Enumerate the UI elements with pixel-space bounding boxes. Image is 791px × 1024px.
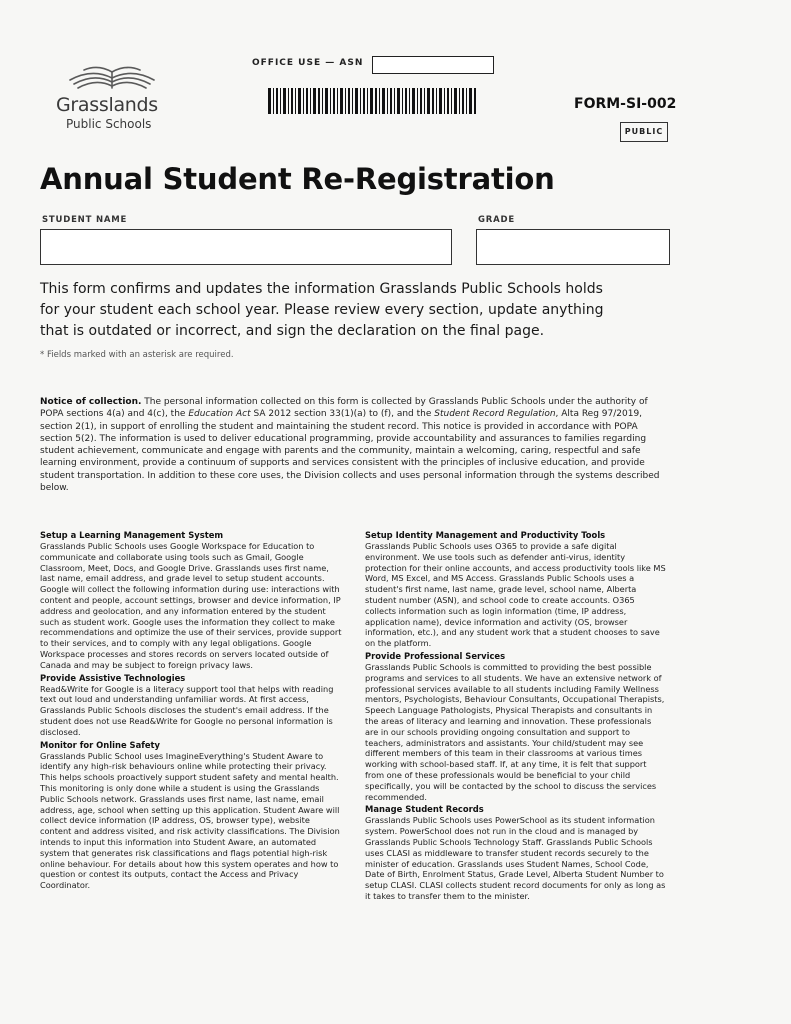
school-logo — [52, 58, 172, 134]
systems-column-left — [40, 530, 342, 893]
notice-text: SA 2012 section 33(1)(a) to (f), and the — [250, 409, 435, 420]
page-title: Annual Student Re-Registration — [40, 162, 555, 196]
section-learning-management — [40, 530, 342, 671]
section-body: Grasslands Public Schools is committed to providing the best possible programs and services to all students. We have an extensive network of professional services available to all students including Family Wellness mentors, Psychologists, Behaviour Consultants, Occupational Therapists, Speech Language Pathologists, Physical Therapists and consultants in the areas of literacy and learning and innovation. These professionals are in our schools providing ongoing consultation and support to teachers, administrators and assistants. Your child/student may see different members of this team in their classrooms at various times working with school-based staff. If, at any time, it is felt that support from one of these professionals would be beneficial to your child specifically, you will be contacted by the school to discuss the services recommended. — [365, 661, 665, 802]
student-name-field[interactable] — [40, 229, 452, 265]
section-title: Provide Professional Services — [365, 650, 506, 661]
office-use-label: OFFICE USE — ASN — [252, 58, 364, 68]
section-assistive-technologies — [40, 673, 342, 738]
section-identity-management — [365, 530, 667, 649]
section-online-safety — [40, 740, 342, 891]
section-body: Grasslands Public School uses ImagineEverything's Student Aware to identify any high-risk behaviours online while protecting their privacy. This helps schools proactively support student safety and mental health. This monitoring is only done while a student is using the Grasslands Public Schools network. Grasslands uses first name, last name, email address, age, school when setting up this application. Student Aware will collect device information (IP address, OS, browser type), website content and address visited, and risk activity classifications. The Division intends to input this information into Student Aware, an automated system that generates risk classifications and flags potential high-risk online behaviour. For details about how this system operates and how to question or contest its outputs, contact the Access and Privacy Coordinator. — [40, 750, 340, 891]
section-title: Manage Student Records — [365, 804, 484, 815]
section-title: Setup a Learning Management System — [40, 530, 224, 540]
section-body: Grasslands Public Schools uses O365 to provide a safe digital environment. We use tools such as defender anti-virus, identity protection for their online accounts, and access productivity tools like MS Word, MS Excel, and MS Access. Grasslands Public Schools uses a student's first name, last name, grade level, school name, Alberta student number (ASN), and school code to create accounts. O365 collects information such as login information (time, IP address, application name), device information and activity (OS, browser information, etc.), and any student work that a student chooses to save on the platform. — [365, 541, 666, 649]
section-body: Grasslands Public Schools uses Google Workspace for Education to communicate and collaborate using tools such as Gmail, Google Classroom, Meet, Docs, and Google Drive. Grasslands uses first name, last name, email address, and grade level to setup student accounts. Google will collect the following information during use: interactions with content and people, account settings, browser and device information, IP address and geolocation, and any information entered by the student such as student work. Google uses the information they collect to make recommendations and optimize the use of their services, provide support to their services, and to comply with any legal obligations. Google Workspace processes and stores records on servers located outside of Canada and may be subject to foreign privacy laws. — [40, 541, 342, 670]
asn-field[interactable] — [372, 56, 494, 74]
notice-text: , Alta Reg 97/2019, section 2(1), in support of enrolling the student and maintaining the student record. This notice is provided in accordance with POPA section 5(2). The information is used to deliver educational programming, provide accountability and assurances to families regarding student achievement, communicate and engage with parents and the community, maintain a welcoming, caring, respectful and safe learning environment, provide a continuum of supports and services consistent with the principles of inclusive education, and provide student transportation. In addition to these core uses, the Division collects and uses personal information through the systems described below. — [40, 409, 660, 494]
section-title: Setup Identity Management and Productivity Tools — [365, 530, 606, 540]
systems-column-right — [365, 530, 667, 904]
section-title: Provide Assistive Technologies — [40, 672, 186, 683]
intro-paragraph: This form confirms and updates the information Grasslands Public Schools holds for your student each school year. Please review every section, update anything that is outdated or incorrect, and sign the declaration on the final page. — [40, 281, 604, 339]
barcode — [268, 88, 476, 114]
logo-name: Grasslands — [56, 94, 158, 116]
classification-badge: PUBLIC — [620, 122, 668, 142]
notice-of-collection — [40, 396, 668, 494]
notice-text: The personal information collected on this form is collected by Grasslands Public Schools under the authority of POPA sections 4(a) and 4(c), the — [40, 397, 648, 420]
logo-subtitle: Public Schools — [66, 117, 152, 131]
section-student-records — [365, 804, 667, 901]
section-title: Monitor for Online Safety — [40, 739, 161, 750]
notice-heading: Notice of collection. — [40, 397, 142, 407]
required-fields-note: * Fields marked with an asterisk are required. — [40, 350, 234, 360]
section-professional-services — [365, 651, 667, 802]
grade-label: GRADE — [478, 215, 515, 225]
section-body: Grasslands Public Schools uses PowerSchool as its student information system. PowerSchool does not run in the cloud and is managed by Grasslands Public Schools Technology Staff. Grasslands Public Schools uses CLASI as middleware to transfer student records securely to the minister of education. Grasslands uses Student Names, School Code, Date of Birth, Enrolment Status, Grade Level, Alberta Student Number to setup CLASI. CLASI collects student record documents for only as long as it takes to transfer them to the minister. — [365, 815, 666, 901]
notice-act-name: Education Act — [188, 409, 251, 420]
notice-regulation-name: Student Record Regulation — [434, 409, 556, 420]
grade-field[interactable] — [476, 229, 670, 265]
section-body: Read&Write for Google is a literacy support tool that helps with reading text out loud and understanding unfamiliar words. At first access, Grasslands Public Schools discloses the student's email address. If the student does not use Read&Write for Google no personal information is disclosed. — [40, 683, 334, 737]
book-icon — [62, 58, 162, 92]
form-id: FORM-SI-002 — [574, 96, 677, 112]
student-name-label: STUDENT NAME — [42, 215, 128, 225]
